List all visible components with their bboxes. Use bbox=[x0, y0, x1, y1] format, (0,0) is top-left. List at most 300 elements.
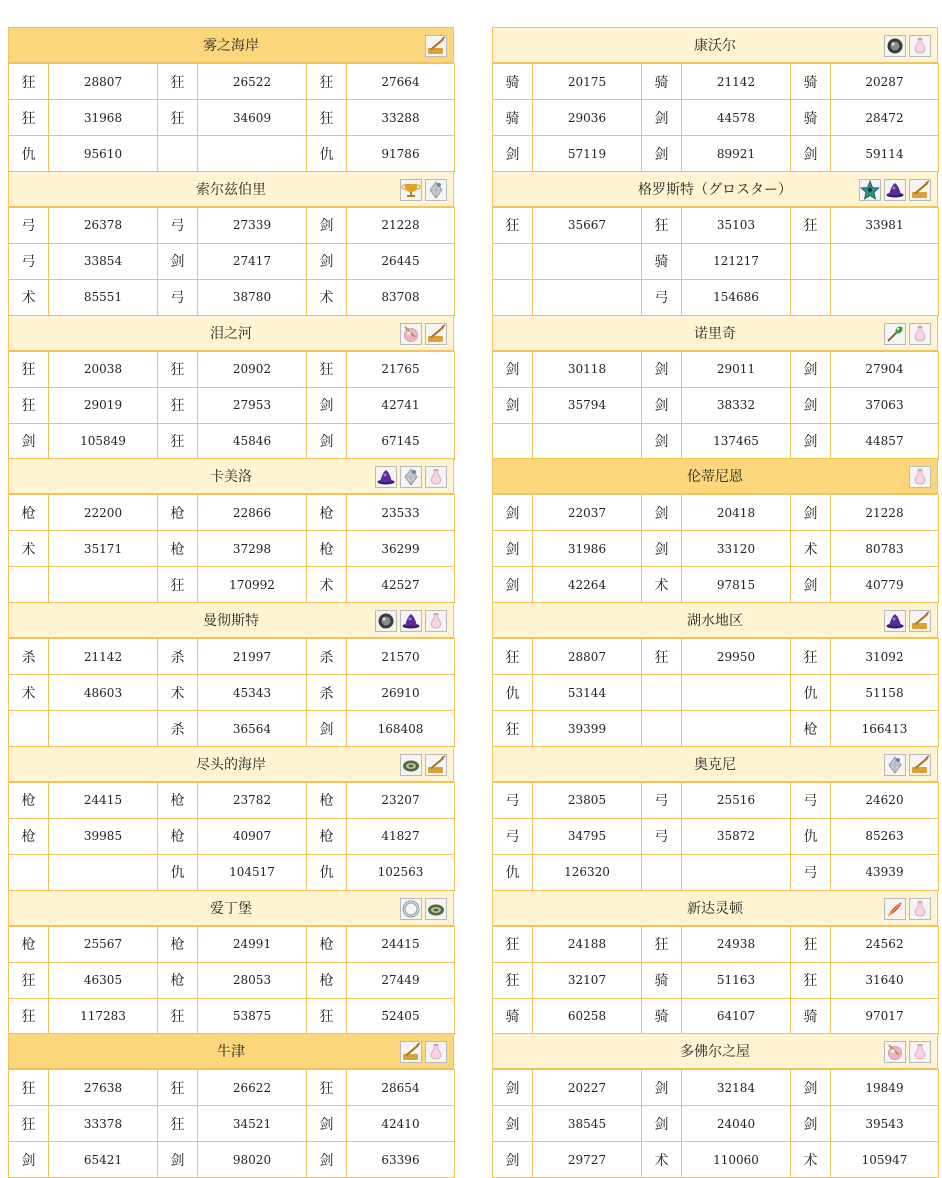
reward-icons bbox=[400, 754, 447, 776]
region-header bbox=[8, 890, 454, 926]
hp-cell: 30118 bbox=[533, 351, 642, 387]
hp-cell: 20902 bbox=[198, 351, 307, 387]
region-header bbox=[8, 315, 454, 351]
hp-cell: 26522 bbox=[198, 64, 307, 100]
hp-cell: 48603 bbox=[49, 675, 158, 711]
hp-cell: 28472 bbox=[831, 100, 939, 136]
class-cell: 狂 bbox=[9, 351, 49, 387]
enemy-table bbox=[492, 207, 939, 316]
region-block bbox=[8, 171, 454, 314]
region-name: 泪之河 bbox=[210, 325, 252, 342]
table-row bbox=[493, 387, 939, 423]
region-name: 湖水地区 bbox=[687, 613, 743, 629]
hp-cell: 31968 bbox=[49, 100, 158, 136]
table-row bbox=[9, 675, 455, 711]
class-cell bbox=[791, 279, 831, 315]
class-cell: 狂 bbox=[307, 100, 347, 136]
class-cell: 狂 bbox=[493, 926, 533, 962]
hp-cell: 65421 bbox=[49, 1142, 158, 1178]
hp-cell: 110060 bbox=[682, 1142, 791, 1178]
hp-cell: 40779 bbox=[831, 567, 939, 603]
hp-cell: 117283 bbox=[49, 998, 158, 1034]
class-cell: 仇 bbox=[307, 854, 347, 890]
region-header bbox=[492, 890, 938, 926]
hp-cell: 26622 bbox=[198, 1070, 307, 1106]
hp-cell: 39985 bbox=[49, 818, 158, 854]
reward-icons bbox=[884, 610, 931, 632]
table-row bbox=[9, 1106, 455, 1142]
hp-cell: 28807 bbox=[49, 64, 158, 100]
hp-cell: 27638 bbox=[49, 1070, 158, 1106]
table-row bbox=[9, 387, 455, 423]
region-block bbox=[492, 1033, 938, 1176]
pink-potion-icon bbox=[909, 35, 931, 57]
class-cell: 枪 bbox=[307, 782, 347, 818]
table-row bbox=[493, 531, 939, 567]
class-cell: 剑 bbox=[791, 136, 831, 172]
enemy-table bbox=[492, 638, 939, 747]
hp-cell: 24562 bbox=[831, 926, 939, 962]
hp-cell: 25516 bbox=[682, 782, 791, 818]
hp-cell: 43939 bbox=[831, 854, 939, 890]
region-block bbox=[492, 458, 938, 601]
hp-cell: 95610 bbox=[49, 136, 158, 172]
class-cell: 术 bbox=[642, 567, 682, 603]
table-row bbox=[493, 1106, 939, 1142]
teal-star-icon bbox=[859, 179, 881, 201]
hp-cell: 24040 bbox=[682, 1106, 791, 1142]
class-cell: 狂 bbox=[158, 567, 198, 603]
class-cell: 狂 bbox=[642, 639, 682, 675]
hp-cell: 137465 bbox=[682, 423, 791, 459]
table-row bbox=[9, 100, 455, 136]
enemy-table bbox=[8, 494, 455, 603]
class-cell: 术 bbox=[791, 1142, 831, 1178]
class-cell bbox=[493, 279, 533, 315]
table-row bbox=[9, 64, 455, 100]
class-cell: 骑 bbox=[642, 998, 682, 1034]
class-cell: 剑 bbox=[493, 567, 533, 603]
region-block bbox=[492, 746, 938, 889]
scroll-quill-icon bbox=[425, 35, 447, 57]
hp-cell: 24188 bbox=[533, 926, 642, 962]
class-cell: 枪 bbox=[307, 818, 347, 854]
table-row bbox=[493, 136, 939, 172]
reward-icons bbox=[884, 754, 931, 776]
enemy-table bbox=[492, 63, 939, 172]
class-cell: 弓 bbox=[9, 243, 49, 279]
class-cell: 狂 bbox=[158, 1070, 198, 1106]
class-cell: 狂 bbox=[9, 64, 49, 100]
class-cell bbox=[642, 711, 682, 747]
hp-cell: 46305 bbox=[49, 962, 158, 998]
table-row bbox=[9, 207, 455, 243]
hp-cell: 60258 bbox=[533, 998, 642, 1034]
class-cell: 剑 bbox=[791, 495, 831, 531]
table-row bbox=[9, 495, 455, 531]
pink-potion-icon bbox=[425, 466, 447, 488]
class-cell: 仇 bbox=[791, 818, 831, 854]
red-feather-icon bbox=[884, 898, 906, 920]
class-cell: 枪 bbox=[158, 531, 198, 567]
class-cell: 狂 bbox=[158, 351, 198, 387]
hp-cell: 105849 bbox=[49, 423, 158, 459]
table-row bbox=[9, 711, 455, 747]
region-block bbox=[8, 746, 454, 889]
class-cell: 剑 bbox=[791, 1106, 831, 1142]
region-block bbox=[8, 315, 454, 458]
table-row bbox=[493, 962, 939, 998]
green-ring-icon bbox=[425, 898, 447, 920]
enemy-table bbox=[8, 782, 455, 891]
hp-cell: 22866 bbox=[198, 495, 307, 531]
dark-orb-icon bbox=[884, 35, 906, 57]
class-cell: 枪 bbox=[158, 782, 198, 818]
class-cell: 骑 bbox=[493, 64, 533, 100]
class-cell: 狂 bbox=[493, 639, 533, 675]
enemy-table bbox=[492, 351, 939, 460]
class-cell bbox=[158, 136, 198, 172]
reward-icons bbox=[884, 898, 931, 920]
class-cell: 仇 bbox=[791, 675, 831, 711]
enemy-table bbox=[492, 926, 939, 1035]
class-cell bbox=[493, 423, 533, 459]
class-cell: 枪 bbox=[158, 495, 198, 531]
table-row bbox=[493, 64, 939, 100]
class-cell: 狂 bbox=[158, 387, 198, 423]
class-cell: 枪 bbox=[9, 818, 49, 854]
region-header bbox=[492, 315, 938, 351]
hp-cell: 45846 bbox=[198, 423, 307, 459]
hp-cell: 29727 bbox=[533, 1142, 642, 1178]
hp-cell: 126320 bbox=[533, 854, 642, 890]
purple-hat-icon bbox=[884, 179, 906, 201]
class-cell: 枪 bbox=[9, 782, 49, 818]
hp-cell: 22037 bbox=[533, 495, 642, 531]
reward-icons bbox=[909, 466, 931, 488]
hp-cell: 33854 bbox=[49, 243, 158, 279]
table-row bbox=[9, 1142, 455, 1178]
region-grid bbox=[8, 27, 938, 1177]
region-name: 索尔兹伯里 bbox=[196, 181, 266, 198]
class-cell: 狂 bbox=[493, 962, 533, 998]
class-cell: 剑 bbox=[791, 387, 831, 423]
hp-cell: 45343 bbox=[198, 675, 307, 711]
hp-cell: 31986 bbox=[533, 531, 642, 567]
reward-icons bbox=[859, 179, 931, 201]
hp-cell: 24938 bbox=[682, 926, 791, 962]
hp-cell bbox=[198, 136, 307, 172]
hp-cell: 33120 bbox=[682, 531, 791, 567]
region-name: 爱丁堡 bbox=[210, 900, 252, 917]
class-cell: 狂 bbox=[158, 423, 198, 459]
region-name: 康沃尔 bbox=[694, 38, 736, 54]
hp-cell: 35794 bbox=[533, 387, 642, 423]
hp-cell: 20038 bbox=[49, 351, 158, 387]
pink-gem-icon bbox=[884, 1041, 906, 1063]
class-cell: 剑 bbox=[307, 387, 347, 423]
hp-cell: 38545 bbox=[533, 1106, 642, 1142]
class-cell: 狂 bbox=[791, 207, 831, 243]
class-cell: 狂 bbox=[9, 998, 49, 1034]
pink-potion-icon bbox=[909, 1041, 931, 1063]
hp-cell: 31092 bbox=[831, 639, 939, 675]
hp-cell: 29950 bbox=[682, 639, 791, 675]
enemy-table bbox=[492, 782, 939, 891]
class-cell: 剑 bbox=[642, 1106, 682, 1142]
region-name: 奥克尼 bbox=[694, 756, 736, 773]
hp-cell: 26445 bbox=[347, 243, 455, 279]
class-cell: 剑 bbox=[307, 423, 347, 459]
class-cell: 剑 bbox=[493, 1070, 533, 1106]
class-cell: 弓 bbox=[158, 279, 198, 315]
hp-cell: 41827 bbox=[347, 818, 455, 854]
hp-cell: 98020 bbox=[198, 1142, 307, 1178]
hp-cell: 20227 bbox=[533, 1070, 642, 1106]
silver-ring-icon bbox=[400, 898, 422, 920]
class-cell: 杀 bbox=[158, 711, 198, 747]
class-cell bbox=[791, 243, 831, 279]
class-cell: 剑 bbox=[307, 207, 347, 243]
hp-cell: 27339 bbox=[198, 207, 307, 243]
class-cell: 剑 bbox=[493, 495, 533, 531]
class-cell: 枪 bbox=[307, 962, 347, 998]
hp-cell: 34609 bbox=[198, 100, 307, 136]
hp-cell: 97815 bbox=[682, 567, 791, 603]
reward-icons bbox=[400, 179, 447, 201]
scroll-quill-icon bbox=[909, 754, 931, 776]
hp-cell: 29019 bbox=[49, 387, 158, 423]
hp-cell: 38780 bbox=[198, 279, 307, 315]
hp-cell: 33981 bbox=[831, 207, 939, 243]
reward-icons bbox=[375, 466, 447, 488]
region-block bbox=[8, 458, 454, 601]
class-cell: 骑 bbox=[642, 962, 682, 998]
hp-cell: 53875 bbox=[198, 998, 307, 1034]
class-cell: 剑 bbox=[307, 1106, 347, 1142]
hp-cell: 35171 bbox=[49, 531, 158, 567]
reward-icons bbox=[884, 323, 931, 345]
scroll-quill-icon bbox=[400, 1041, 422, 1063]
class-cell: 杀 bbox=[307, 639, 347, 675]
hp-cell bbox=[831, 279, 939, 315]
class-cell: 仇 bbox=[493, 854, 533, 890]
class-cell: 枪 bbox=[9, 495, 49, 531]
region-header bbox=[8, 27, 454, 63]
enemy-table bbox=[8, 1069, 455, 1178]
golden-trophy-icon bbox=[400, 179, 422, 201]
class-cell: 术 bbox=[9, 531, 49, 567]
hp-cell: 36299 bbox=[347, 531, 455, 567]
table-row bbox=[493, 926, 939, 962]
class-cell: 弓 bbox=[493, 818, 533, 854]
class-cell: 弓 bbox=[493, 782, 533, 818]
region-name: 格罗斯特（グロスター） bbox=[638, 181, 792, 198]
class-cell: 狂 bbox=[791, 639, 831, 675]
hp-cell: 33378 bbox=[49, 1106, 158, 1142]
class-cell: 仇 bbox=[307, 136, 347, 172]
class-cell: 术 bbox=[307, 279, 347, 315]
class-cell bbox=[642, 854, 682, 890]
reward-icons bbox=[425, 35, 447, 57]
class-cell: 剑 bbox=[642, 1070, 682, 1106]
pink-potion-icon bbox=[909, 323, 931, 345]
hp-cell: 42741 bbox=[347, 387, 455, 423]
region-header bbox=[8, 1033, 454, 1069]
hp-cell: 23782 bbox=[198, 782, 307, 818]
hp-cell: 39543 bbox=[831, 1106, 939, 1142]
hp-cell bbox=[682, 675, 791, 711]
region-block bbox=[8, 1033, 454, 1176]
hp-cell: 32184 bbox=[682, 1070, 791, 1106]
region-name: 尽头的海岸 bbox=[196, 756, 266, 773]
table-row bbox=[9, 567, 455, 603]
table-row bbox=[493, 1142, 939, 1178]
hp-cell: 29011 bbox=[682, 351, 791, 387]
region-block bbox=[492, 171, 938, 314]
hp-cell: 39399 bbox=[533, 711, 642, 747]
hp-cell: 23533 bbox=[347, 495, 455, 531]
hp-cell: 31640 bbox=[831, 962, 939, 998]
scroll-quill-icon bbox=[909, 610, 931, 632]
table-row bbox=[9, 279, 455, 315]
hp-cell bbox=[533, 279, 642, 315]
class-cell: 剑 bbox=[493, 531, 533, 567]
class-cell: 骑 bbox=[493, 100, 533, 136]
class-cell: 仇 bbox=[9, 136, 49, 172]
class-cell: 狂 bbox=[791, 926, 831, 962]
class-cell: 狂 bbox=[493, 711, 533, 747]
class-cell: 杀 bbox=[9, 639, 49, 675]
hp-cell: 26910 bbox=[347, 675, 455, 711]
class-cell: 剑 bbox=[642, 423, 682, 459]
reward-icons bbox=[375, 610, 447, 632]
hp-cell: 104517 bbox=[198, 854, 307, 890]
hp-cell: 20287 bbox=[831, 64, 939, 100]
class-cell: 狂 bbox=[642, 207, 682, 243]
hp-cell: 35103 bbox=[682, 207, 791, 243]
class-cell: 剑 bbox=[642, 100, 682, 136]
region-name: 卡美洛 bbox=[210, 469, 252, 486]
hp-cell: 37063 bbox=[831, 387, 939, 423]
class-cell: 骑 bbox=[791, 64, 831, 100]
region-header bbox=[492, 746, 938, 782]
class-cell: 狂 bbox=[158, 64, 198, 100]
table-row bbox=[493, 351, 939, 387]
class-cell: 剑 bbox=[493, 136, 533, 172]
class-cell: 狂 bbox=[158, 1106, 198, 1142]
hp-cell: 21142 bbox=[49, 639, 158, 675]
hp-cell: 24415 bbox=[347, 926, 455, 962]
hp-cell: 21997 bbox=[198, 639, 307, 675]
class-cell: 剑 bbox=[642, 495, 682, 531]
hp-cell bbox=[682, 854, 791, 890]
scroll-quill-icon bbox=[909, 179, 931, 201]
enemy-table bbox=[8, 638, 455, 747]
class-cell: 术 bbox=[9, 675, 49, 711]
hp-cell: 97017 bbox=[831, 998, 939, 1034]
hp-cell: 35872 bbox=[682, 818, 791, 854]
scroll-quill-icon bbox=[425, 323, 447, 345]
class-cell: 骑 bbox=[642, 243, 682, 279]
silver-gem-icon bbox=[884, 754, 906, 776]
class-cell: 术 bbox=[307, 567, 347, 603]
hp-cell: 28654 bbox=[347, 1070, 455, 1106]
class-cell: 狂 bbox=[158, 998, 198, 1034]
hp-cell: 20175 bbox=[533, 64, 642, 100]
table-row bbox=[9, 639, 455, 675]
hp-cell: 44578 bbox=[682, 100, 791, 136]
hp-cell: 24620 bbox=[831, 782, 939, 818]
class-cell: 狂 bbox=[307, 64, 347, 100]
table-row bbox=[493, 243, 939, 279]
class-cell: 枪 bbox=[158, 962, 198, 998]
class-cell: 术 bbox=[9, 279, 49, 315]
hp-cell: 24991 bbox=[198, 926, 307, 962]
class-cell: 弓 bbox=[791, 782, 831, 818]
hp-cell: 89921 bbox=[682, 136, 791, 172]
enemy-table bbox=[8, 63, 455, 172]
hp-cell: 59114 bbox=[831, 136, 939, 172]
class-cell: 剑 bbox=[307, 243, 347, 279]
class-cell: 术 bbox=[158, 675, 198, 711]
class-cell: 枪 bbox=[307, 495, 347, 531]
region-block bbox=[492, 602, 938, 745]
hp-cell: 19849 bbox=[831, 1070, 939, 1106]
hp-cell: 33288 bbox=[347, 100, 455, 136]
hp-cell: 40907 bbox=[198, 818, 307, 854]
class-cell: 骑 bbox=[642, 64, 682, 100]
hp-cell bbox=[831, 243, 939, 279]
region-block bbox=[8, 890, 454, 1033]
class-cell: 剑 bbox=[493, 1142, 533, 1178]
table-row bbox=[9, 962, 455, 998]
region-header bbox=[8, 171, 454, 207]
pink-potion-icon bbox=[909, 898, 931, 920]
class-cell: 术 bbox=[791, 531, 831, 567]
hp-cell: 21765 bbox=[347, 351, 455, 387]
class-cell: 狂 bbox=[791, 962, 831, 998]
hp-cell: 20418 bbox=[682, 495, 791, 531]
hp-cell: 22200 bbox=[49, 495, 158, 531]
class-cell bbox=[642, 675, 682, 711]
hp-cell: 168408 bbox=[347, 711, 455, 747]
class-cell: 狂 bbox=[9, 1070, 49, 1106]
hp-cell: 27417 bbox=[198, 243, 307, 279]
region-name: 雾之海岸 bbox=[203, 38, 259, 54]
class-cell: 骑 bbox=[791, 100, 831, 136]
class-cell bbox=[9, 854, 49, 890]
class-cell: 术 bbox=[642, 1142, 682, 1178]
table-row bbox=[493, 854, 939, 890]
class-cell: 狂 bbox=[9, 962, 49, 998]
table-row bbox=[493, 279, 939, 315]
hp-cell: 121217 bbox=[682, 243, 791, 279]
table-row bbox=[493, 207, 939, 243]
silver-gem-icon bbox=[425, 179, 447, 201]
class-cell bbox=[9, 711, 49, 747]
class-cell: 剑 bbox=[307, 711, 347, 747]
table-row bbox=[493, 818, 939, 854]
hp-cell: 27664 bbox=[347, 64, 455, 100]
hp-cell: 105947 bbox=[831, 1142, 939, 1178]
class-cell: 狂 bbox=[9, 387, 49, 423]
hp-cell bbox=[533, 423, 642, 459]
hp-cell: 26378 bbox=[49, 207, 158, 243]
class-cell: 仇 bbox=[493, 675, 533, 711]
region-header bbox=[492, 602, 938, 638]
class-cell: 剑 bbox=[9, 423, 49, 459]
